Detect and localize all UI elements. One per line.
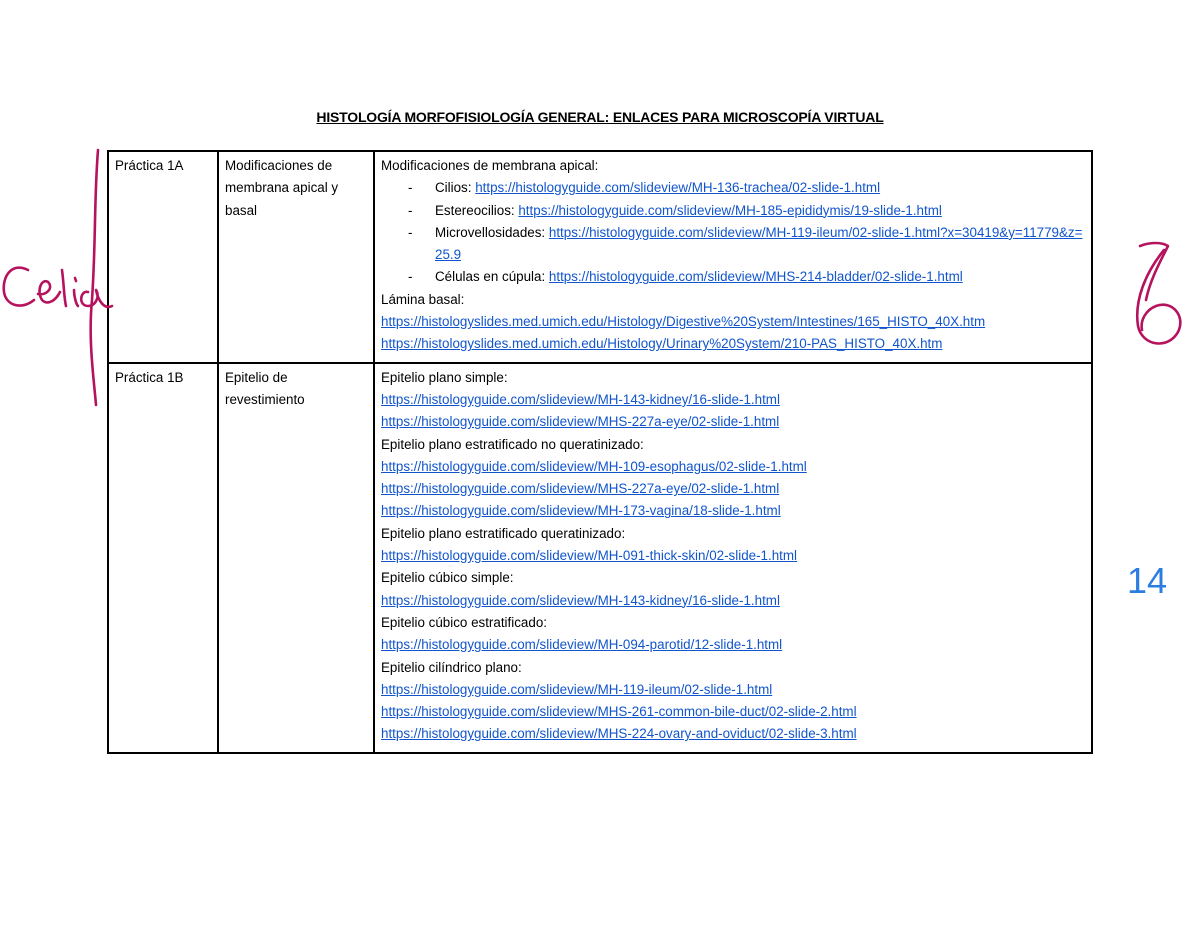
bullet-label: Células en cúpula: <box>435 269 549 285</box>
slide-link[interactable]: https://histologyguide.com/slideview/MH-143-kidney/16-slide-1.html <box>381 391 780 407</box>
slide-link[interactable]: https://histologyguide.com/slideview/MHS-224-ovary-and-oviduct/02-slide-3.html <box>381 726 857 742</box>
slide-link[interactable]: https://histologyguide.com/slideview/MH-173-vagina/18-slide-1.html <box>381 503 781 519</box>
signature-name <box>4 268 112 307</box>
document-title: HISTOLOGÍA MORFOFISIOLOGÍA GENERAL: ENLACES PARA MICROSCOPÍA VIRTUAL <box>316 109 884 125</box>
slide-link[interactable]: https://histologyguide.com/slideview/MH-109-esophagus/02-slide-1.html <box>381 458 807 474</box>
slide-link[interactable]: https://histologyguide.com/slideview/MHS-214-bladder/02-slide-1.html <box>548 269 963 285</box>
section-header: Epitelio cúbico estratificado: <box>381 614 547 630</box>
section-header: Modificaciones de membrana apical: <box>381 158 599 173</box>
slide-link[interactable]: https://histologyguide.com/slideview/MH-094-parotid/12-slide-1.html <box>381 637 783 653</box>
section-header: Epitelio plano estratificado queratinizado: <box>381 525 626 541</box>
topic-label: Modificaciones de membrana apical y basal <box>225 158 339 218</box>
slide-link[interactable]: https://histologyguide.com/slideview/MH-136-trachea/02-slide-1.html <box>475 180 881 196</box>
slide-link[interactable]: https://histologyguide.com/slideview/MH-185-epididymis/19-slide-1.html <box>518 202 942 218</box>
signature-stroke <box>91 150 98 405</box>
topic-label: Epitelio de revestimiento <box>225 369 305 407</box>
section-header: Epitelio plano estratificado no queratinizado: <box>381 436 644 452</box>
slide-link[interactable]: https://histologyslides.med.umich.edu/Histology/Digestive%20System/Intestines/165_HISTO_40X.htm <box>381 314 986 330</box>
slide-link[interactable]: https://histologyguide.com/slideview/MHS-227a-eye/02-slide-1.html <box>381 481 780 497</box>
section-header: Epitelio cúbico simple: <box>381 570 514 586</box>
section-header: Epitelio plano simple: <box>381 369 508 385</box>
bullet-label: Estereocilios: <box>435 202 519 218</box>
bullet-label: Microvellosidades: <box>435 224 549 240</box>
section-header: Lámina basal: <box>381 291 465 307</box>
slide-link[interactable]: https://histologyguide.com/slideview/MH-119-ileum/02-slide-1.html?x=30419&y=11779&z=25.9 <box>435 224 1083 263</box>
slide-link[interactable]: https://histologyguide.com/slideview/MH-143-kidney/16-slide-1.html <box>381 592 780 608</box>
practice-label: Práctica 1B <box>115 369 184 385</box>
practice-label: Práctica 1A <box>115 158 184 173</box>
section-header: Epitelio cilíndrico plano: <box>381 659 522 675</box>
bullet-label: Cilios: <box>435 180 476 196</box>
slide-link[interactable]: https://histologyslides.med.umich.edu/Histology/Urinary%20System/210-PAS_HISTO_40X.htm <box>381 336 943 352</box>
slide-link[interactable]: https://histologyguide.com/slideview/MH-119-ileum/02-slide-1.html <box>381 681 773 697</box>
slide-link[interactable]: https://histologyguide.com/slideview/MH-091-thick-skin/02-slide-1.html <box>381 548 798 564</box>
slide-link[interactable]: https://histologyguide.com/slideview/MHS-227a-eye/02-slide-1.html <box>381 414 780 430</box>
note-number: 14 <box>1127 560 1168 601</box>
slide-link[interactable]: https://histologyguide.com/slideview/MHS-261-common-bile-duct/02-slide-2.html <box>381 704 857 720</box>
